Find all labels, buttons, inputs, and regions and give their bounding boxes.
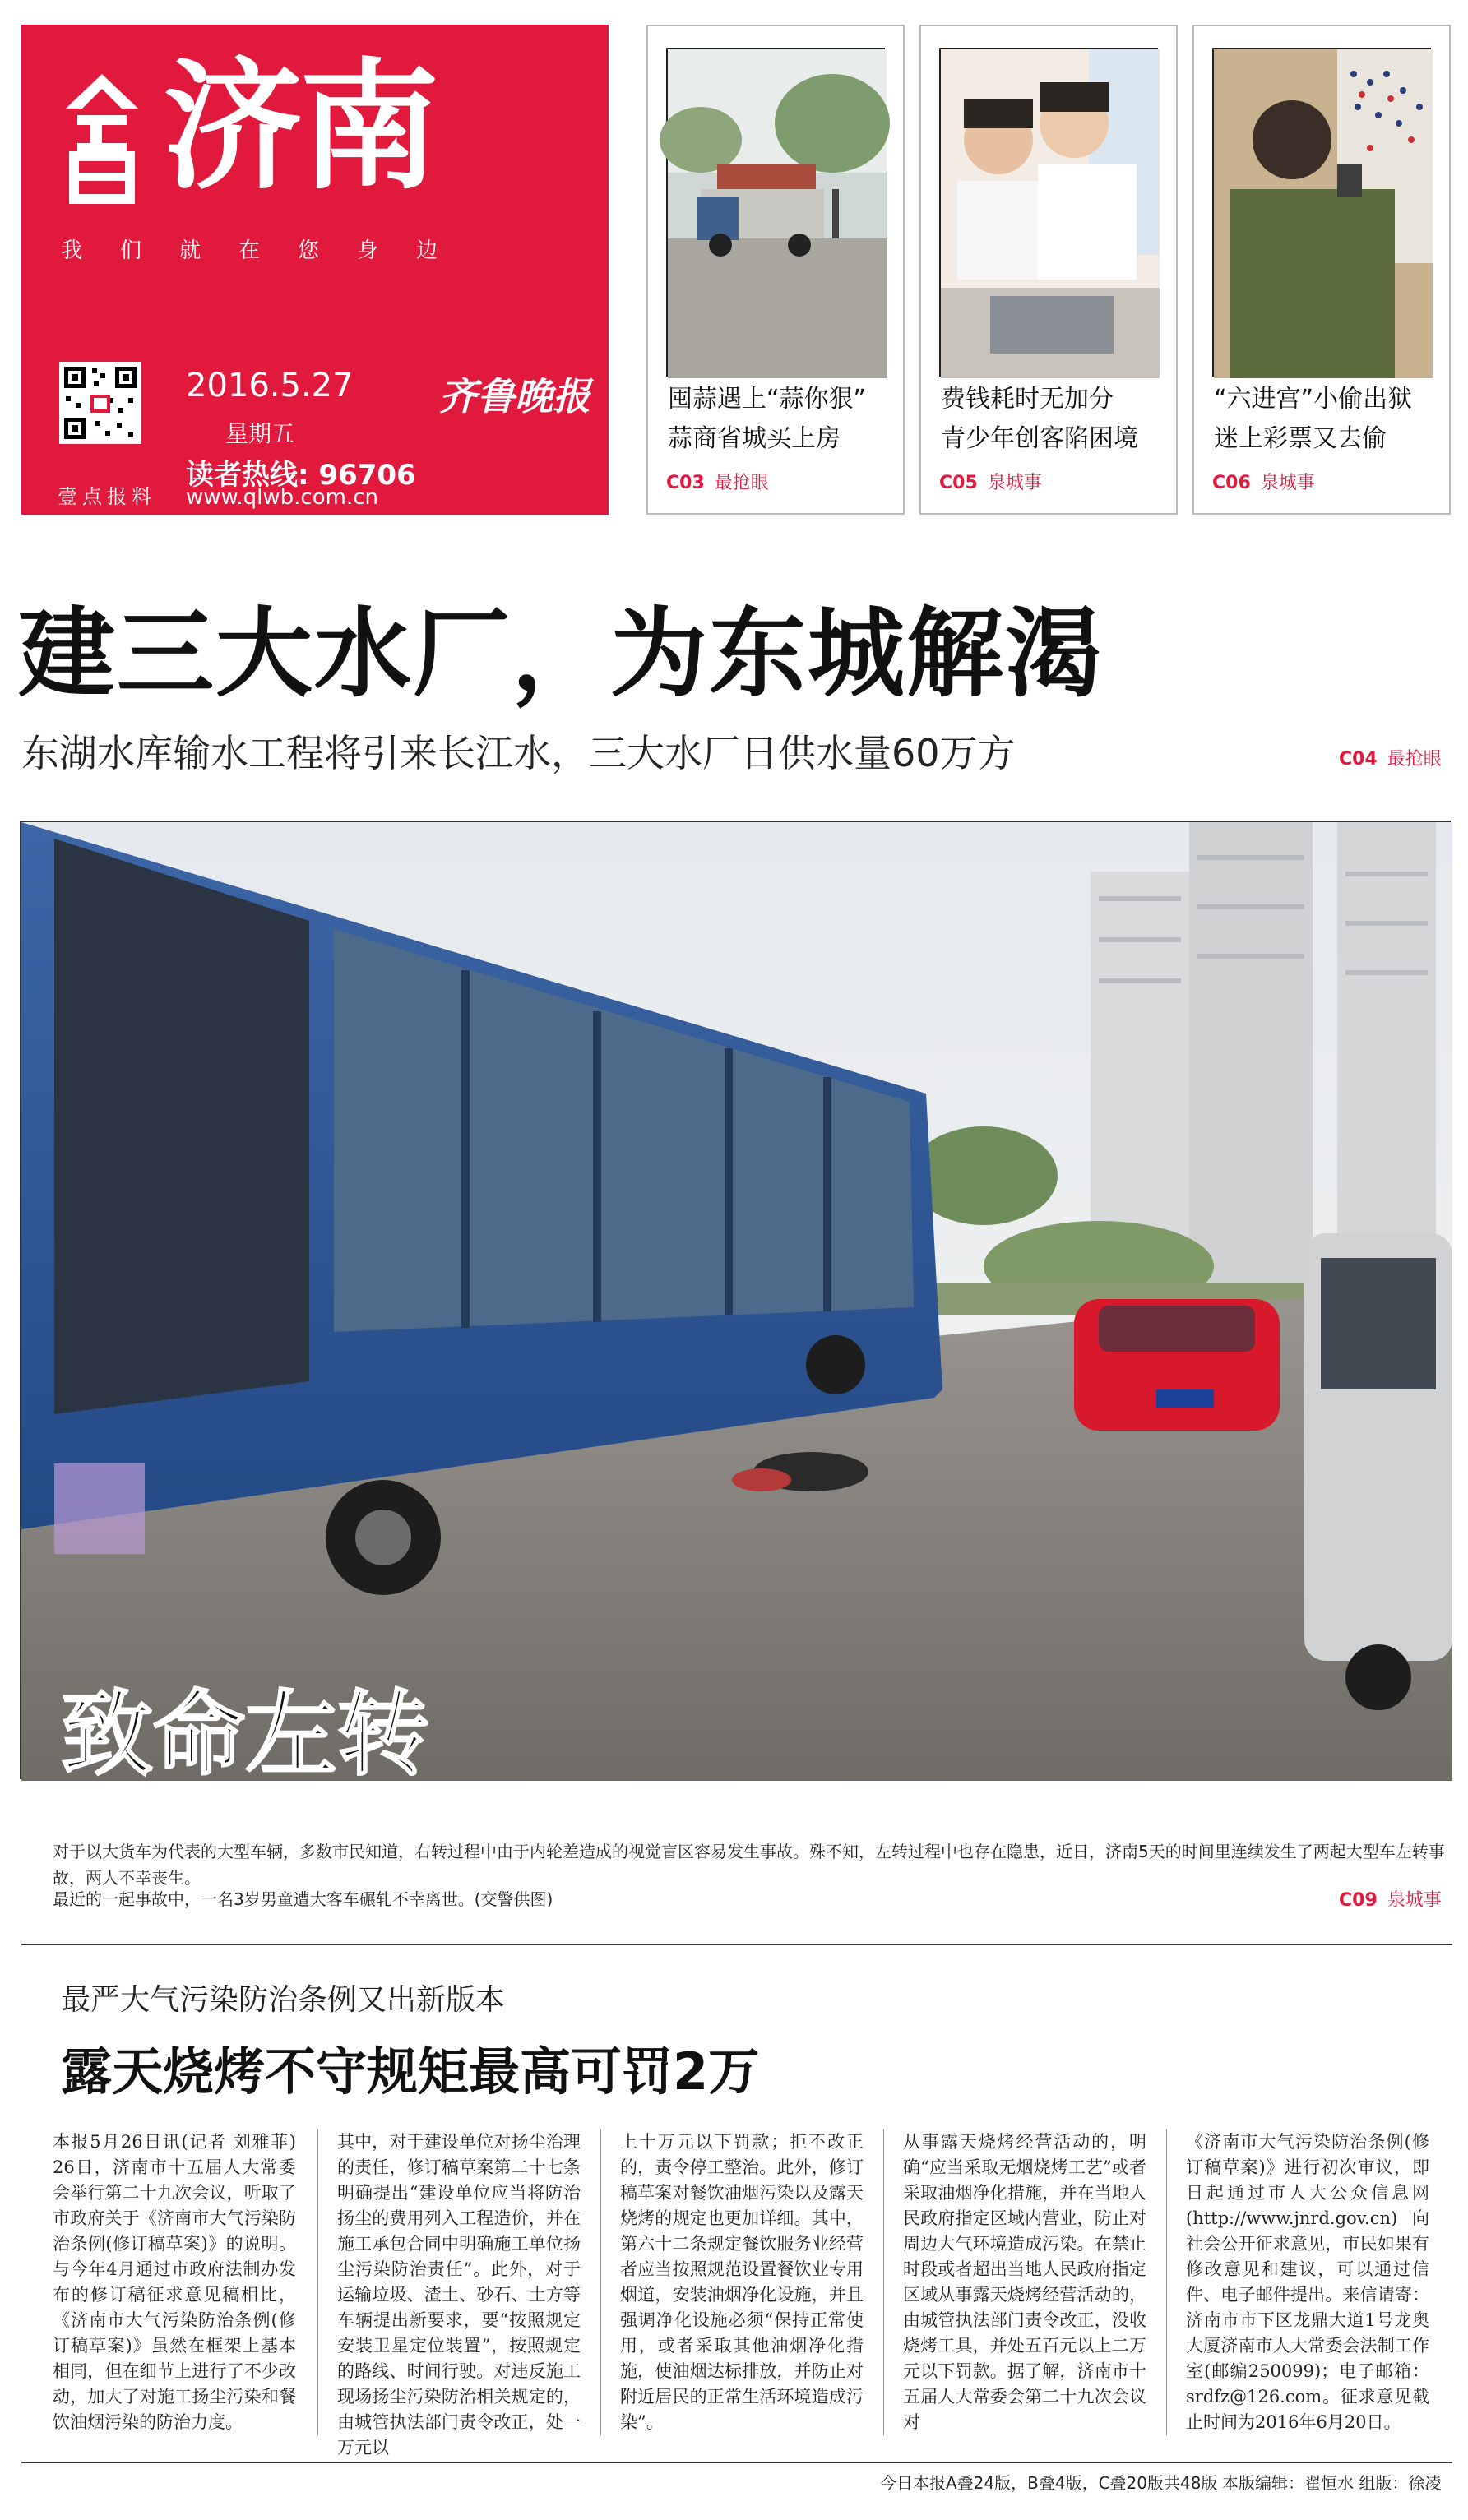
story-column: 上十万元以下罚款；拒不改正的，责令停工整治。此外，修订稿草案对餐饮油烟污染以及露天烧烤的规定也更加详细。其中，第六十二条规定餐饮服务业经营者应当按照规范设置餐饮业专用烟道，安装油烟净化设施，并且强调净化设施必须“保持正常使用，或者采取其他油烟净化措施，使油烟达标排放，并防止对附近居民的正常生活环境造成污染”。 [620, 2132, 864, 2432]
edition-contents: 今日本报A叠24版，B叠4版，C叠20版共48版 [880, 2473, 1218, 2493]
lead-photo-bus-accident[interactable] [20, 821, 1451, 1779]
teaser-2[interactable] [919, 25, 1178, 515]
teaser-photo-young-makers [939, 48, 1158, 377]
qr-label: 壹点报料 [58, 485, 156, 508]
lead-photo-caption-continued: 最近的一起事故中，一名3岁男童遭大客车碾轧不幸离世。(交警供图) [53, 1889, 553, 1909]
column-divider [317, 2129, 318, 2435]
story-column: 《济南市大气污染防治条例(修订稿草案)》进行初次审议，即日起通过市人大公众信息网(http://www.jnrd.gov.cn)向社会公开征求意见，市民如果有修改意见和建议，可以通过信件、电子邮件提出。来信请寄：济南市市下区龙鼎大道1号龙奥大厦济南市人大常委会法制工作室(邮编250099)；电子邮箱：srdfz@126.com。征求意见截止时间为2016年6月20日。 [1186, 2132, 1429, 2432]
teaser-page: C05 [939, 473, 978, 493]
lead-page-tag [1339, 1886, 1442, 1912]
issue-date: 2016.5.27 [186, 367, 354, 405]
story-column: 其中，对于建设单位对扬尘治理的责任，修订稿草案第二十七条明确提出“建设单位应当将防治扬尘的费用列入工程造价，并在施工承包合同中明确施工单位扬尘污染防治责任”。此外，对于运输垃圾、渣土、砂石、土方等车辆提出新要求，要“按照规定安装卫星定位装置”，按照规定的路线、时间行驶。对违反施工现场扬尘污染防治相关规定的，由城管执法部门责令改正，处一万元以 [337, 2132, 581, 2458]
headline-page-tag [1339, 745, 1442, 770]
website-url[interactable]: www.qlwb.com.cn [186, 485, 378, 510]
story-body [53, 2129, 1451, 2458]
teaser-photo-garlic-truck [666, 48, 885, 377]
story-column: 从事露天烧烤经营活动的，明确“应当采取无烟烧烤工艺”或者采取油烟净化措施，并在当地人民政府指定区域内营业，防止对周边大气环境造成污染。在禁止时段或者超出当地人民政府指定区域从事露天烧烤经营活动的，由城管执法部门责令改正，没收烧烤工具，并处五百元以上二万元以下罚款。据了解，济南市十五届人大常委会第二十九次会议对 [903, 2132, 1146, 2432]
teaser-3[interactable] [1192, 25, 1451, 515]
teaser-section: 泉城事 [987, 473, 1042, 493]
lead-section: 泉城事 [1387, 1890, 1442, 1911]
reader-hotline: 读者热线: 96706 [186, 459, 416, 492]
main-subheadline: 东湖水库输水工程将引来长江水，三大水厂日供水量60万方 [21, 731, 1016, 775]
story-headline[interactable]: 露天烧烤不守规矩最高可罚2万 [61, 2041, 760, 2102]
headline-page: C04 [1339, 749, 1378, 770]
masthead [21, 25, 609, 515]
column-divider [600, 2129, 601, 2435]
story-kicker: 最严大气污染防治条例又出新版本 [61, 1983, 506, 2017]
teaser-section: 最抢眼 [714, 473, 769, 493]
headline-section: 最抢眼 [1387, 749, 1442, 770]
lead-photo-title[interactable]: 致命左转 [61, 1681, 429, 1788]
qr-code-icon[interactable] [59, 362, 141, 444]
teaser-page: C06 [1212, 473, 1251, 493]
main-headline[interactable]: 建三大水厂，为东城解渴 [18, 597, 1104, 710]
lead-photo-caption: 对于以大货车为代表的大型车辆，多数市民知道，右转过程中由于内轮差造成的视觉盲区容易发生事故。殊不知，左转过程中也存在隐患，近日，济南5天的时间里连续发生了两起大型车左转事故，两人不幸丧生。 [53, 1842, 1445, 1888]
lead-page: C09 [1339, 1890, 1378, 1911]
teaser-page-tag [939, 469, 1042, 494]
editor-credits: 本版编辑：翟恒水 组版：徐凌 [1222, 2473, 1442, 2493]
story-column: 本报5月26日讯(记者 刘雅菲) 26日，济南市十五届人大常委会举行第二十九次会议，听取了市政府关于《济南市大气污染防治条例(修订稿草案)》的说明。与今年4月通过市政府法制办发布的修订稿征求意见稿相比，《济南市大气污染防治条例(修订稿草案)》虽然在框架上基本相同，但在细节上进行了不少改动，加大了对施工扬尘污染和餐饮油烟污染的防治力度。 [53, 2132, 296, 2432]
teaser-headline-line1: “六进宫”小偷出狱 [1214, 385, 1413, 414]
teaser-headline-line1: 囤蒜遇上“蒜你狠” [668, 385, 867, 414]
logo-jin-mark [63, 71, 141, 202]
issue-weekday: 星期五 [225, 420, 295, 447]
teaser-headline-line2: 青少年创客陷困境 [941, 424, 1138, 453]
teaser-photo-lottery [1212, 48, 1431, 377]
masthead-title: 济南 [163, 46, 437, 209]
newspaper-brand: 齐鲁晚报 [439, 374, 590, 418]
teaser-headline-line2: 蒜商省城买上房 [668, 424, 841, 453]
teaser-page-tag [1212, 469, 1315, 494]
teaser-page: C03 [666, 473, 705, 493]
column-divider [883, 2129, 884, 2435]
teaser-section: 泉城事 [1260, 473, 1315, 493]
footer-divider [21, 2462, 1452, 2463]
teaser-1[interactable] [646, 25, 905, 515]
masthead-slogan: 我们就在您身边 [61, 238, 476, 263]
teaser-page-tag [666, 469, 769, 494]
column-divider [1166, 2129, 1167, 2435]
section-divider [21, 1944, 1452, 1945]
teaser-headline-line1: 费钱耗时无加分 [941, 385, 1114, 414]
teaser-headline-line2: 迷上彩票又去偷 [1214, 424, 1387, 453]
